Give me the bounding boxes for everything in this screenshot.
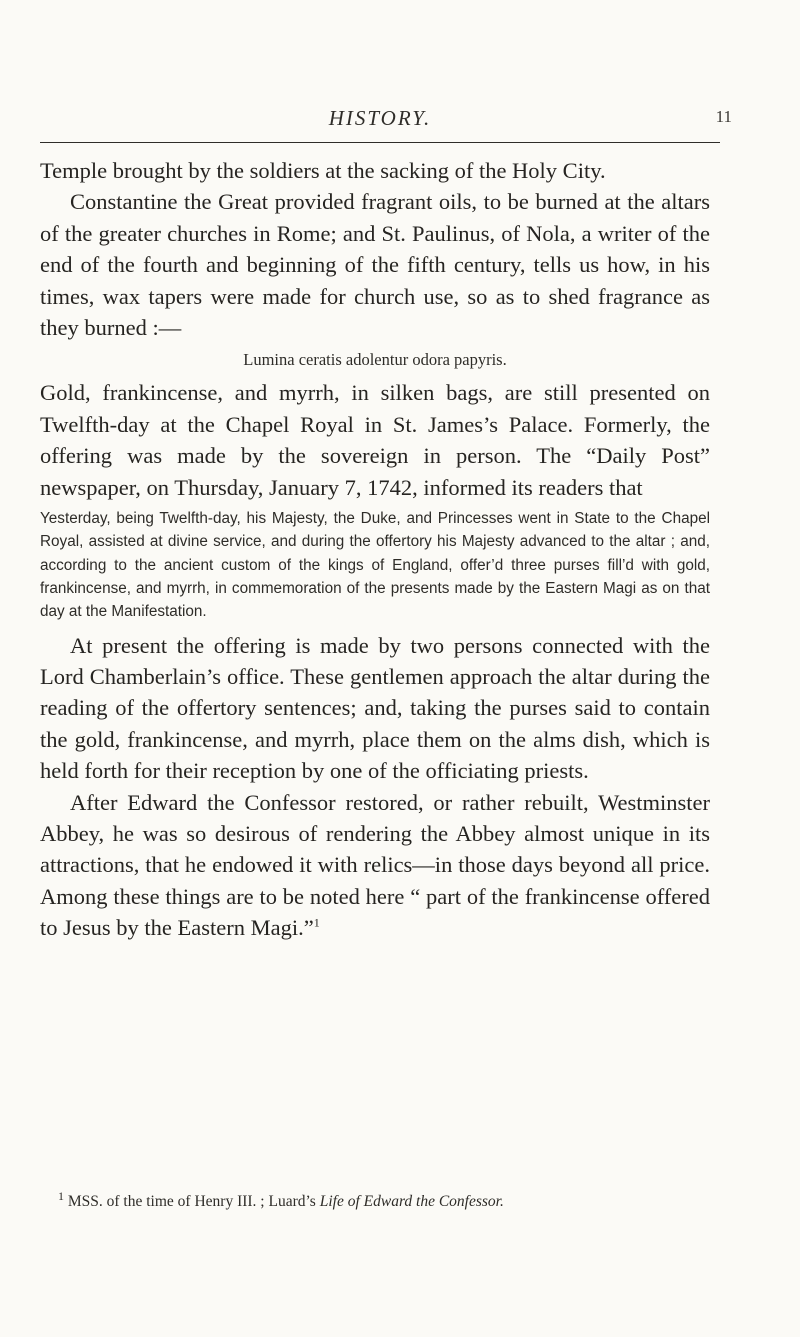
footnote-title: Life of Edward the Confessor. [319, 1193, 504, 1210]
latin-verse: Lumina ceratis adolentur odora papyris. [243, 350, 507, 370]
footnote-reference: 1 [313, 915, 320, 930]
footnote-text: MSS. of the time of Henry III. ; Luard’s [67, 1193, 320, 1210]
header-rule [40, 142, 720, 143]
body-text [40, 155, 710, 944]
paragraph-continuation: Temple brought by the soldiers at the sacking of the Holy City. [40, 158, 606, 183]
paragraph-constantine: Constantine the Great provided fragrant oils, to be burned at the altars of the greater churches in Rome; and St. Paulinus, of Nola, a writer of the end of the fourth and beginning of the fifth century, tells us how, in his times, wax tapers were made for church use, so as to shed fragrance as they burned :— [40, 189, 710, 341]
daily-post-quotation: Yesterday, being Twelfth-day, his Majesty, the Duke, and Princesses went in State to the Chapel Royal, assisted at divine service, and during the offertory his Majesty advanced to the altar ; and, according to the ancient custom of the kings of England, offer’d three purses fill’d with gold, frankincense, and myrrh, in commemoration of the presents made by the Eastern Magi as on that day at the Manifestation. [40, 510, 710, 621]
paragraph-present-offering: At present the offering is made by two persons connected with the Lord Chamberlain’s office. These gentlemen approach the altar during the reading of the offertory sentences; and, taking the purses said to contain the gold, frankincense, and myrrh, place them on the alms dish, which is held forth for their reception by one of the officiating priests. [40, 632, 710, 784]
page-number: 11 [715, 107, 732, 126]
footnote-marker: 1 [58, 1188, 64, 1203]
paragraph-edward-confessor-text: After Edward the Confessor restored, or rather rebuilt, Westminster Abbey, he was so desirous of rendering the Abbey almost unique in its attractions, that he endowed it with relics—in those days beyond all price. Among these things are to be noted here “ part of the frankincense offered to Jesus by the Eastern Magi.” [40, 789, 710, 941]
paragraph-edward-confessor [40, 787, 710, 944]
running-title: HISTORY. [328, 106, 432, 130]
footnote [58, 1188, 718, 1212]
paragraph-gold-frankincense: Gold, frankincense, and myrrh, in silken bags, are still presented on Twelfth-day at the Chapel Royal in St. James’s Palace. Formerly, the offering was made by the sovereign in person. The “Daily Post” newspaper, on Thursday, January 7, 1742, informed its readers that [40, 380, 710, 500]
running-head [40, 106, 732, 136]
